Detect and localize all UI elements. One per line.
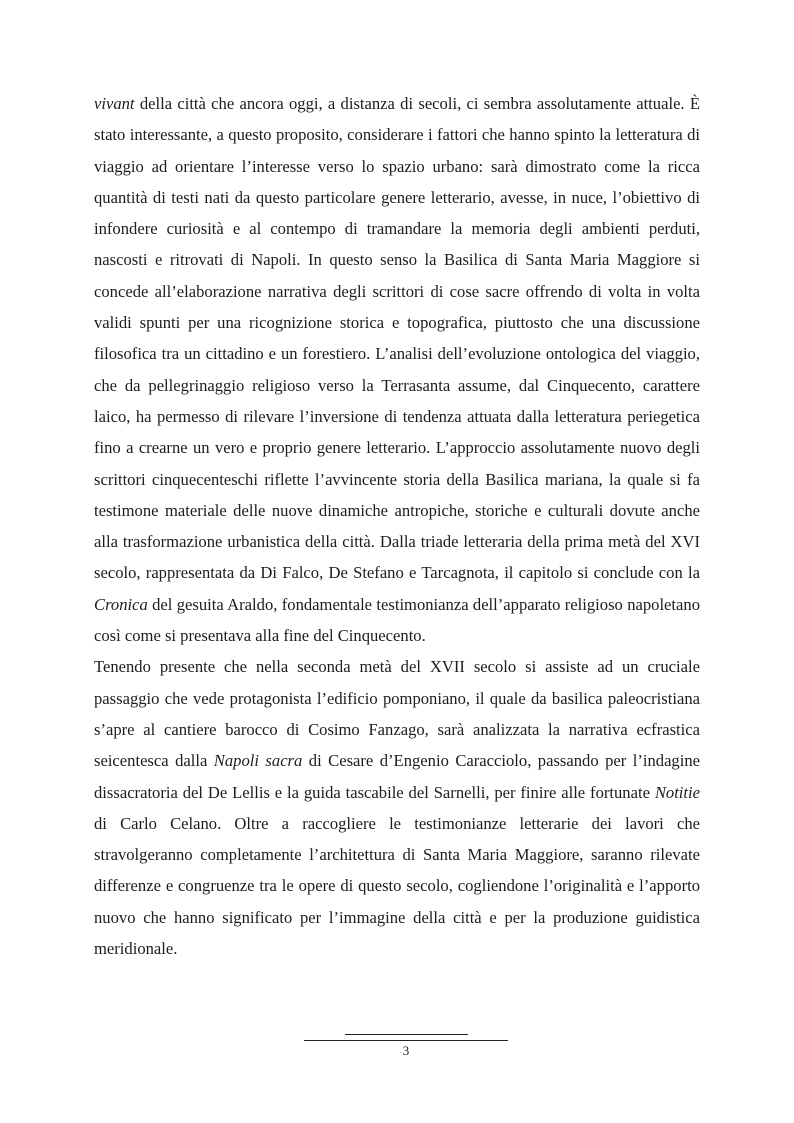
paragraph-2-text-a: Tenendo presente che nella seconda metà del XVII secolo si assiste ad un cruciale passaggio che vede protagonista l’edificio pomponiano, il quale da basilica paleocristiana s’apre al cantiere barocco di Cosimo Fanzago, sarà analizzata la narrativa ecfrastica seicentesca dalla	[94, 657, 700, 771]
footer-divider-long	[304, 1040, 508, 1041]
paragraph-1-text-a: della città che ancora oggi, a distanza di secoli, ci sembra assolutamente attuale. È stato interessante, a questo proposito, considerare i fattori che hanno spinto la letteratura di viaggio ad orientare l’interesse verso lo spazio urbano: sarà dimostrato come la ricca quantità di testi nati da questo particolare genere letterario, avesse, in nuce, l’obiettivo di infondere curiosità e al contempo di tramandare la memoria degli ambienti perduti, nascosti e ritrovati di Napoli. In questo senso la Basilica di Santa Maria Maggiore si concede all’elaborazione narrativa degli scrittori di cose sacre offrendo di volta in volta validi spunti per una ricognizione storica e topografica, piuttosto che una discussione filosofica tra un cittadino e un forestiero. L’analisi dell’evoluzione ontologica del viaggio, che da pellegrinaggio religioso verso la Terrasanta assume, dal Cinquecento, carattere laico, ha permesso di rilevare l’inversione di tendenza attuata dalla letteratura periegetica fino a crearne un vero e proprio genere letterario. L’approccio assolutamente nuovo degli scrittori cinquecenteschi riflette l’avvincente storia della Basilica mariana, la quale si fa testimone materiale delle nuove dinamiche antropiche, storiche e culturali dovute anche alla trasformazione urbanistica della città. Dalla triade letteraria della prima metà del XVI secolo, rappresentata da Di Falco, De Stefano e Tarcagnota, il capitolo si conclude con la	[94, 94, 700, 583]
italic-title-cronica: Cronica	[94, 594, 148, 614]
paragraph-2-text-c: di Carlo Celano. Oltre a raccogliere le testimonianze letterarie dei lavori che stravolgeranno completamente l’architettura di Santa Maria Maggiore, saranno rilevate differenze e congruenze tra le opere di questo secolo, cogliendone l’originalità e l’apporto nuovo che hanno significato per l’immagine della città e per la produzione guidistica meridionale.	[94, 813, 700, 959]
italic-title-napoli-sacra: Napoli sacra	[213, 751, 303, 771]
italic-term-vivant: vivant	[94, 94, 135, 113]
page-number: 3	[402, 1043, 410, 1058]
body-text	[94, 88, 700, 964]
paragraph-2	[94, 651, 700, 964]
footer-divider-short	[345, 1034, 468, 1035]
paragraph-1-text-b: del gesuita Araldo, fondamentale testimonianza dell’apparato religioso napoletano così come si presentava alla fine del Cinquecento.	[94, 594, 700, 646]
paragraph-1	[94, 88, 700, 651]
paragraph-2-text-b: di Cesare d’Engenio Caracciolo, passando per l’indagine dissacratoria del De Lellis e la guida tascabile del Sarnelli, per finire alle fortunate	[94, 751, 701, 802]
italic-title-notitie: Notitie	[654, 782, 700, 802]
